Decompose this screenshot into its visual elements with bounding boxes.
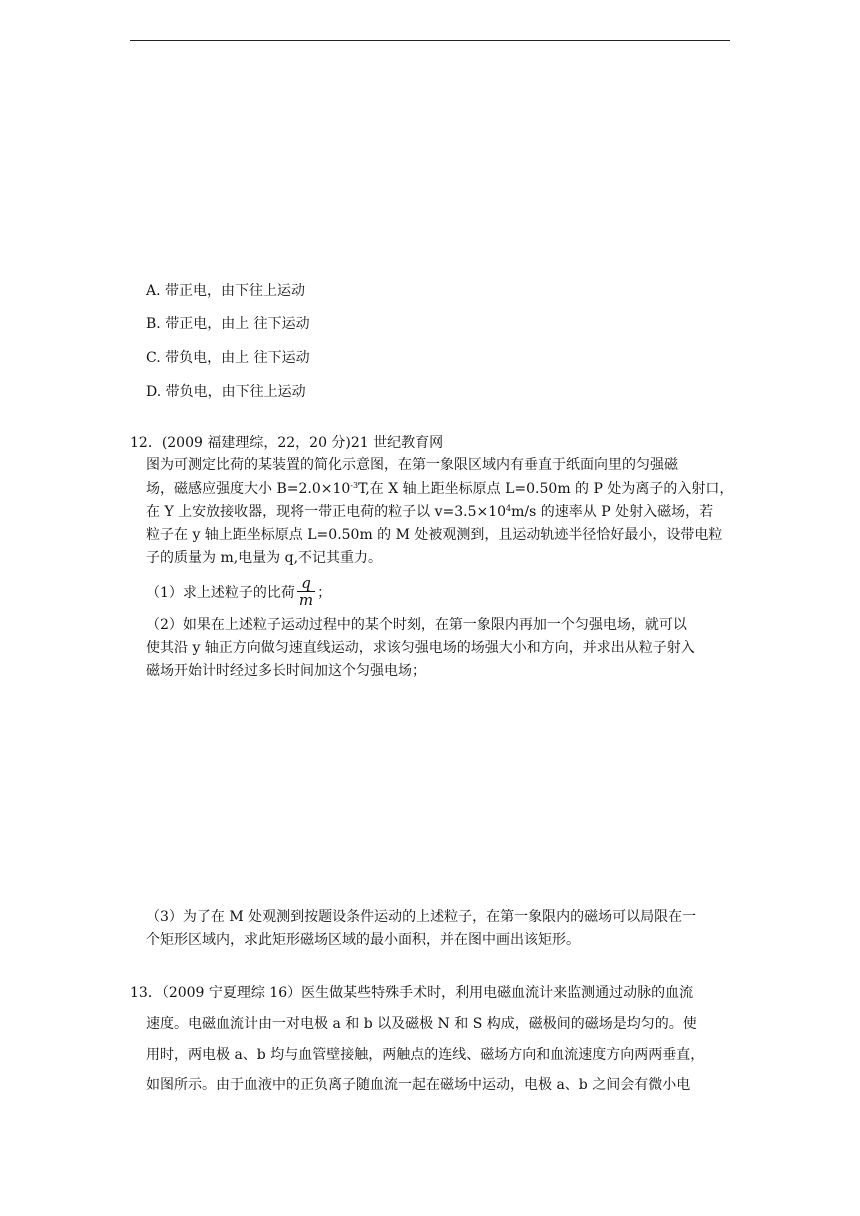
header-rule [130,40,730,41]
option-d: D. 带负电，由下往上运动 [146,384,306,400]
q12-sub3-line1: （3）为了在 M 处观测到按题设条件运动的上述粒子，在第一象限内的磁场可以局限在一 [146,909,697,925]
charge-mass-fraction: $\frac{q}{m}$ [298,573,314,609]
q12-sub1: （1）求上述粒子的比荷 $\frac{q}{m}$ ； [146,573,332,609]
q12-line1: 图为可测定比荷的某装置的简化示意图，在第一象限区域内有垂直于纸面向里的匀强磁 [146,457,678,473]
q12-sub2-line2: 使其沿 y 轴正方向做匀速直线运动，求该匀强电场的场强大小和方向，并求出从粒子射入 [146,640,695,656]
q12-sub2-line3: 磁场开始计时经过多长时间加这个匀强电场； [146,663,426,679]
q12-exponent-v: 4 [506,504,512,513]
q12-line3: 在 Y 上安放接收器，现将一带正电荷的粒子以 $v=3.5\times 10^4m/s$ 的速率从 P 处射入磁场，若 [146,504,714,520]
option-b: B. 带正电，由上 往下运动 [146,316,310,332]
q12-header: 12．(2009 福建理综，22，20 分)21 世纪教育网 [130,435,444,451]
q13-line2: 速度。电磁血流计由一对电极 a 和 b 以及磁极 N 和 S 构成，磁极间的磁场是均匀的。使 [146,1016,697,1032]
q13-line4: 如图所示。由于血液中的正负离子随血流一起在磁场中运动，电极 a、b 之间会有微小电 [146,1077,691,1093]
q12-line4: 粒子在 y 轴上距坐标原点 L=0.50m 的 M 处被观测到，且运动轨迹半径恰好最小，设带电粒 [146,527,723,543]
q13-line3: 用时，两电极 a、b 均与血管壁接触，两触点的连线、磁场方向和血流速度方向两两垂直， [146,1047,705,1063]
q13-line1: 13．（2009 宁夏理综 16）医生做某些特殊手术时，利用电磁血流计来监测通过动脉的血流 [130,985,694,1001]
q12-sub3-line2: 个矩形区域内，求此矩形磁场区域的最小面积，并在图中画出该矩形。 [146,932,580,948]
q12-line5: 子的质量为 m,电量为 q,不记其重力。 [146,550,383,566]
option-a: A. 带正电，由下往上运动 [146,283,306,299]
option-c: C. 带负电，由上 往下运动 [146,350,310,366]
q12-exponent-b: -3 [350,481,359,490]
q12-sub2-line1: （2）如果在上述粒子运动过程中的某个时刻，在第一象限内再加一个匀强电场，就可以 [146,617,687,633]
q12-line2: 场，磁感应强度大小 $B=2.0\times 10^{-3}T$,在 X 轴上距坐标原点 L=0.50m 的 P 处为离子的入射口， [146,481,734,497]
